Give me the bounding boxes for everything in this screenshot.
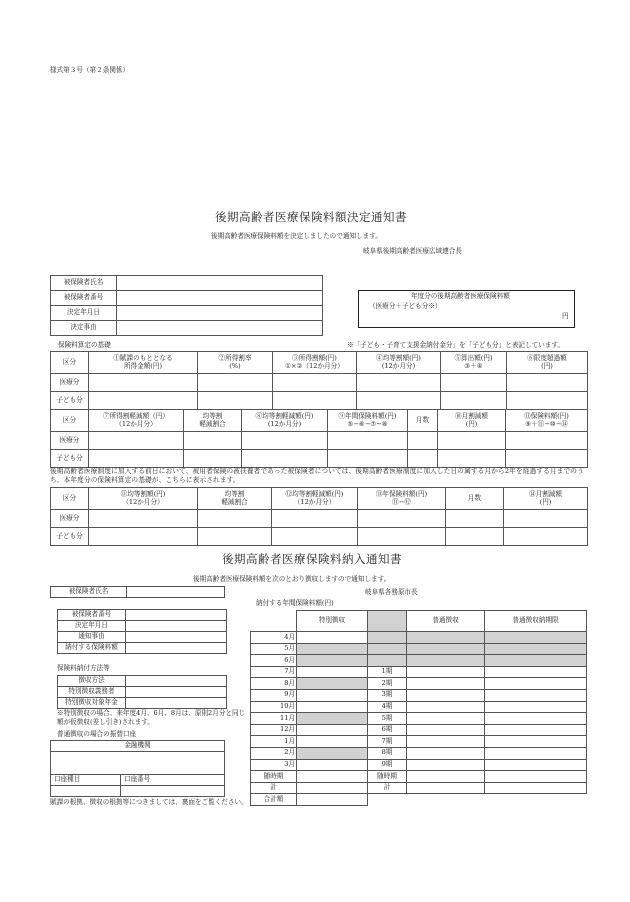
- regular-amount-cell: [407, 724, 485, 736]
- box-subtitle: （医療分＋子ども分※）: [369, 302, 442, 310]
- schedule-period: [368, 643, 407, 655]
- schedule-month: 5月: [251, 643, 297, 655]
- basis-table-b: [50, 409, 588, 468]
- basis-label: 保険料算定の基礎: [58, 341, 111, 349]
- notice1-intro: 後期高齢者医療保険料額を決定しましたので通知します。: [211, 232, 382, 240]
- deadline-cell: [485, 678, 587, 690]
- ta-h0: 区分: [51, 352, 89, 374]
- schedule-month: 7月: [251, 666, 297, 678]
- label-decision-date: 決定年月日: [51, 306, 117, 321]
- payment-method-label: 保険料納付方法等: [57, 664, 110, 672]
- special-collection-note: ※特別徴収の場合、来年度4月、6月、8月は、原則2月分と同じ額が仮徴収(差し引き)されます。: [57, 709, 246, 726]
- deadline-cell: [485, 643, 587, 655]
- ta-h1: ①賦課のもととなる 所得金額(円): [89, 352, 198, 374]
- schedule-period: 1期: [368, 666, 407, 678]
- transfer-account-label: 普通徴収の場合の振替口座: [57, 730, 137, 738]
- notice2-title: 後期高齢者医療保険料納入通知書: [222, 552, 402, 566]
- n2-label-amount: 納付する保険料額: [58, 643, 126, 654]
- tb-h7: ⑪保険料額(円) ⑨＋⑪−⑩−⑭: [506, 410, 588, 432]
- regular-amount-cell: [407, 747, 485, 759]
- deadline-cell: [485, 736, 587, 748]
- schedule-period: [368, 632, 407, 644]
- regular-amount-cell: [407, 643, 485, 655]
- ta-row-iryo: 医療分: [51, 374, 89, 392]
- schedule-period: 計: [368, 782, 407, 794]
- deadline-cell: [485, 689, 587, 701]
- tc-row-iryo: 医療分: [51, 510, 89, 528]
- label-special-obligor: 特別徴収義務者: [58, 687, 126, 698]
- tb-h4: ⑨年間保険料額(円) ⑤−⑥−⑦−⑧: [328, 410, 408, 432]
- tb-h5: 月数: [408, 410, 438, 432]
- schedule-month: 3月: [251, 759, 297, 771]
- value-decision-reason: [117, 321, 323, 336]
- schedule-month: 6月: [251, 655, 297, 667]
- box-title: 年度分の後期高齢者医療保険料額: [411, 292, 510, 300]
- n2-label-name: 被保険者氏名: [51, 587, 127, 598]
- tc-h0: 区分: [51, 488, 89, 510]
- account-number-label: 口座番号: [121, 775, 225, 786]
- sched-h-deadline: 普通徴収納期限: [485, 611, 587, 632]
- ta-h3: ③所得割額(円) ①×②（12か月分）: [273, 352, 357, 374]
- label-insured-number: 被保険者番号: [51, 291, 117, 306]
- kodomo-note: ※「子ども・子育て支援金納付金分」を「子ども分」と表記しています。: [347, 341, 565, 349]
- tb-h0: 区分: [51, 410, 89, 432]
- transfer-account-table: [50, 740, 225, 797]
- ta-h4: ④均等割額(円) (12か月分): [357, 352, 441, 374]
- deadline-cell: [485, 632, 587, 644]
- special-amount-cell: [297, 747, 368, 759]
- regular-amount-cell: [407, 666, 485, 678]
- regular-amount-cell: [407, 655, 485, 667]
- ta-h2: ②所得割率 (%): [198, 352, 273, 374]
- schedule-period: 3期: [368, 689, 407, 701]
- special-amount-cell: [297, 678, 368, 690]
- annual-premium-box: [358, 290, 575, 328]
- dependent-paragraph: 後期高齢者医療制度に加入する前日において、被用者保険の被扶養者であった被保険者については、後期高齢者医療制度に加入した日の属する月から2年を経過する月までのうち、本年度分の保険料算定の基礎が、こちらに表示されます。: [50, 467, 584, 484]
- special-amount-cell: [297, 655, 368, 667]
- regular-amount-cell: [407, 678, 485, 690]
- schedule-period: 5期: [368, 713, 407, 725]
- notice1-issuer: 岐阜県後期高齢者医療広域連合長: [363, 247, 462, 255]
- special-amount-cell: [297, 689, 368, 701]
- tc-h5: 月数: [446, 488, 504, 510]
- deadline-cell: [485, 771, 587, 783]
- regular-amount-cell: [407, 632, 485, 644]
- tc-h2: 均等割 軽減割合: [198, 488, 272, 510]
- tb-row-iryo: 医療分: [51, 432, 89, 450]
- value-decision-date: [117, 306, 323, 321]
- schedule-period: 7期: [368, 736, 407, 748]
- schedule-month: 4月: [251, 632, 297, 644]
- special-amount-cell: [297, 736, 368, 748]
- regular-amount-cell: [407, 736, 485, 748]
- schedule-period: [368, 655, 407, 667]
- notice2-issuer: 岐阜県各務原市長: [365, 588, 418, 596]
- special-amount-cell: [297, 782, 368, 794]
- value-insured-number: [117, 291, 323, 306]
- schedule-month: 10月: [251, 701, 297, 713]
- schedule-period: 8期: [368, 747, 407, 759]
- label-decision-reason: 決定事由: [51, 321, 117, 336]
- notice1-info-table: [50, 275, 323, 336]
- schedule-period: 6期: [368, 724, 407, 736]
- deadline-cell: [485, 713, 587, 725]
- regular-amount-cell: [407, 689, 485, 701]
- tc-h6: ⑭月割減額 (円): [504, 488, 588, 510]
- account-type-label: 口座種目: [51, 775, 121, 786]
- notice2-name-table: [50, 586, 225, 598]
- regular-amount-cell: [407, 782, 485, 794]
- basis-table-c: [50, 487, 588, 546]
- regular-amount-cell: [407, 701, 485, 713]
- ta-row-kodomo: 子ども分: [51, 392, 89, 410]
- sched-h-regular: 普通徴収: [407, 611, 485, 632]
- regular-amount-cell: [407, 759, 485, 771]
- tb-row-kodomo: 子ども分: [51, 450, 89, 468]
- schedule-period: 2期: [368, 678, 407, 690]
- bank-label: 金融機関: [51, 741, 225, 752]
- schedule-period: 随時期: [368, 771, 407, 783]
- notice2-info-table: [57, 609, 227, 654]
- tc-h3: ⑫均等割軽減額(円) （12か月分）: [272, 488, 358, 510]
- notice2-intro: 後期高齢者医療保険料額を次のとおり徴収しますので通知します。: [193, 575, 391, 583]
- schedule-period: 4期: [368, 701, 407, 713]
- special-amount-cell: [297, 724, 368, 736]
- special-amount-cell: [297, 771, 368, 783]
- deadline-cell: [485, 782, 587, 794]
- schedule-period: 9期: [368, 759, 407, 771]
- schedule-month: 12月: [251, 724, 297, 736]
- deadline-cell: [485, 759, 587, 771]
- basis-table-a: [50, 351, 588, 410]
- schedule-month: 2月: [251, 747, 297, 759]
- tb-h2: 均等割 軽減割合: [184, 410, 242, 432]
- deadline-cell: [485, 724, 587, 736]
- regular-amount-cell: [407, 771, 485, 783]
- tb-h6: ⑩月割減額 (円): [438, 410, 506, 432]
- special-amount-cell: [297, 643, 368, 655]
- form-number: 様式第３号（第２条関係）: [50, 66, 130, 74]
- special-amount-cell: [297, 701, 368, 713]
- schedule-month: 1月: [251, 736, 297, 748]
- sched-h-special: 特別徴収: [297, 611, 368, 632]
- box-unit: 円: [562, 312, 569, 320]
- notice1-title: 後期高齢者医療保険料額決定通知書: [215, 210, 407, 224]
- payment-method-table: [57, 675, 227, 709]
- n2-label-date: 決定年月日: [58, 621, 126, 632]
- ta-h5: ⑤算出額(円) ③＋④: [441, 352, 507, 374]
- schedule-month: 11月: [251, 713, 297, 725]
- label-insured-name: 被保険者氏名: [51, 276, 117, 291]
- schedule-month: 9月: [251, 689, 297, 701]
- tc-row-kodomo: 子ども分: [51, 528, 89, 546]
- tc-h4: ⑬年保険料額(円) ⑪−⑫: [358, 488, 446, 510]
- schedule-title: 納付する年間保険料額(円): [256, 599, 334, 607]
- schedule-month: 8月: [251, 678, 297, 690]
- value-insured-name: [117, 276, 323, 291]
- deadline-cell: [485, 747, 587, 759]
- footer-note: 賦課の根拠、徴収の根拠等につきましては、裏面をご覧ください。: [50, 798, 248, 806]
- schedule-month: 合計額: [251, 794, 297, 806]
- tb-h1: ⑦所得割軽減額（円） （12か月分）: [89, 410, 184, 432]
- deadline-cell: [485, 701, 587, 713]
- tb-h3: ⑧均等割軽減額(円) (12か月分): [242, 410, 328, 432]
- special-amount-cell: [297, 632, 368, 644]
- special-amount-cell: [297, 666, 368, 678]
- payment-schedule-table: [250, 610, 587, 806]
- n2-label-reason: 通知事由: [58, 632, 126, 643]
- ta-h6: ⑥限度超過額 (円): [507, 352, 588, 374]
- total-cell: [297, 794, 368, 806]
- special-amount-cell: [297, 713, 368, 725]
- n2-label-number: 被保険者番号: [58, 610, 126, 621]
- deadline-cell: [485, 655, 587, 667]
- schedule-month: 随時期: [251, 771, 297, 783]
- regular-amount-cell: [407, 713, 485, 725]
- label-target-pension: 特別徴収対象年金: [58, 698, 126, 709]
- schedule-month: 計: [251, 782, 297, 794]
- deadline-cell: [485, 666, 587, 678]
- special-amount-cell: [297, 759, 368, 771]
- tc-h1: ⑪均等割額(円) （12か月分）: [89, 488, 198, 510]
- label-collection-method: 徴収方法: [58, 676, 126, 687]
